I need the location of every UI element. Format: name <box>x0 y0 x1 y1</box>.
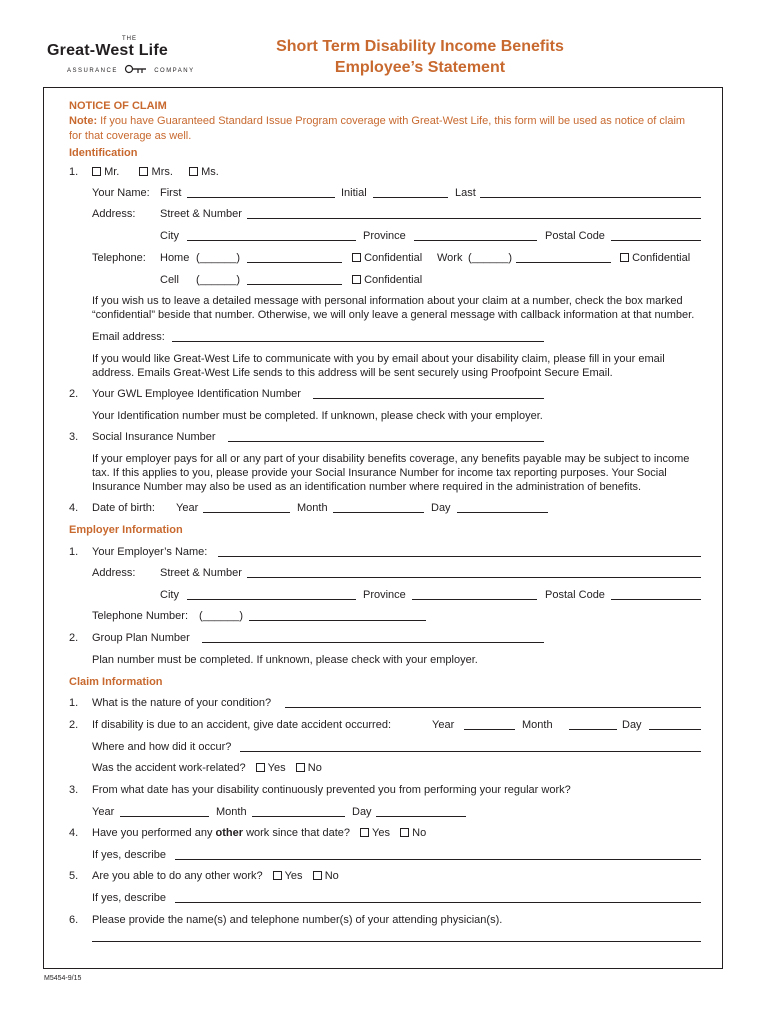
group-plan-field[interactable] <box>202 642 544 643</box>
note-line1: If you have Guaranteed Standard Issue Program coverage with Great-West Life, this form will be used as notice of claim <box>97 115 686 127</box>
accident-day-label: Day <box>622 719 642 731</box>
logo-sub-left: ASSURANCE <box>67 68 118 74</box>
claim-q3-number: 3. <box>69 784 79 796</box>
group-plan-label: Group Plan Number <box>92 632 190 644</box>
dob-day-label: Day <box>431 502 451 514</box>
other-work-label-pre: Have you performed any <box>92 827 216 839</box>
key-icon <box>124 64 148 74</box>
cell-phone-field[interactable] <box>247 284 342 285</box>
gwl-id-label: Your GWL Employee Identification Number <box>92 388 301 400</box>
home-confidential-checkbox[interactable] <box>352 253 361 262</box>
employer-name-label: Your Employer’s Name: <box>92 546 208 558</box>
mr-label: Mr. <box>104 166 120 178</box>
work-related-yes-checkbox[interactable] <box>256 763 265 772</box>
sin-field[interactable] <box>228 441 544 442</box>
work-confidential-label: Confidential <box>632 252 691 264</box>
other-work-row <box>92 827 426 840</box>
accident-year-field[interactable] <box>464 729 515 730</box>
accident-date-label: If disability is due to an accident, give date accident occurred: <box>92 719 392 731</box>
able-work-describe-field[interactable] <box>175 902 701 903</box>
work-confidential-checkbox[interactable] <box>620 253 629 262</box>
initial-label: Initial <box>341 187 367 199</box>
disability-year-label: Year <box>92 806 115 818</box>
accident-month-label: Month <box>522 719 553 731</box>
home-confidential <box>352 252 422 265</box>
sin-note-line2: tax. If this applies to you, please provide your Social Insurance Number for income tax reporting purposes. Your Social <box>92 467 667 479</box>
emp-postal-label: Postal Code <box>545 589 605 601</box>
able-work-yes-checkbox[interactable] <box>273 871 282 880</box>
sin-note-line3: Insurance Number may also be used as an identification number where required in the administration of benefits. <box>92 481 642 493</box>
home-confidential-label: Confidential <box>364 252 423 264</box>
claim-q1-number: 1. <box>69 697 79 709</box>
emp-street-label: Street & Number <box>160 567 242 579</box>
last-name-label: Last <box>455 187 476 199</box>
emp-address-label: Address: <box>92 567 136 579</box>
dob-year-label: Year <box>176 502 199 514</box>
disability-day-label: Day <box>352 806 372 818</box>
work-area-code[interactable]: (______) <box>468 252 513 264</box>
emp-q1-number: 1. <box>69 546 79 558</box>
your-name-label: Your Name: <box>92 187 150 199</box>
able-work-describe-label: If yes, describe <box>92 892 166 904</box>
street-field[interactable] <box>247 218 701 219</box>
postal-code-label: Postal Code <box>545 230 605 242</box>
emp-q2-number: 2. <box>69 632 79 644</box>
email-label: Email address: <box>92 331 165 343</box>
address-label: Address: <box>92 208 136 220</box>
accident-month-field[interactable] <box>569 729 617 730</box>
disability-month-label: Month <box>216 806 247 818</box>
dob-year-field[interactable] <box>203 512 290 513</box>
able-work-row <box>92 870 339 883</box>
able-work-yes-label: Yes <box>284 870 303 882</box>
disability-year-field[interactable] <box>120 816 209 817</box>
cell-confidential-label: Confidential <box>364 274 423 286</box>
work-phone-field[interactable] <box>516 262 611 263</box>
accident-day-field[interactable] <box>649 729 701 730</box>
emp-area-code[interactable]: (______) <box>199 610 244 622</box>
work-related-no-label: No <box>307 762 322 774</box>
first-name-label: First <box>160 187 182 199</box>
email-note-line1: If you would like Great-West Life to communicate with you by email about your disability claim, please fill in your email <box>92 353 665 365</box>
q2-number: 2. <box>69 388 79 400</box>
cell-confidential-checkbox[interactable] <box>352 275 361 284</box>
claim-q4-number: 4. <box>69 827 79 839</box>
message-note-line1: If you wish us to leave a detailed message with personal information about your claim at a number, check the box marked <box>92 295 683 307</box>
gwl-id-note: Your Identification number must be completed. If unknown, please check with your employer. <box>92 410 543 422</box>
telephone-label: Telephone: <box>92 252 146 264</box>
work-related-no-checkbox[interactable] <box>296 763 305 772</box>
postal-code-field[interactable] <box>611 240 701 241</box>
emp-province-label: Province <box>363 589 406 601</box>
other-work-yes-checkbox[interactable] <box>360 828 369 837</box>
street-label: Street & Number <box>160 208 242 220</box>
emp-city-label: City <box>160 589 179 601</box>
able-work-label: Are you able to do any other work? <box>92 870 263 882</box>
condition-label: What is the nature of your condition? <box>92 697 272 709</box>
logo-name: Great-West Life <box>47 42 168 59</box>
where-field[interactable] <box>240 751 701 752</box>
ms-checkbox[interactable] <box>189 167 198 176</box>
q4-number: 4. <box>69 502 79 514</box>
employer-heading: Employer Information <box>69 524 183 536</box>
other-work-yes-label: Yes <box>372 827 390 839</box>
physician-field[interactable] <box>92 941 701 942</box>
work-related-row <box>92 762 322 775</box>
city-field[interactable] <box>187 240 356 241</box>
disability-month-field[interactable] <box>252 816 345 817</box>
logo-the: THE <box>122 36 137 42</box>
last-name-field[interactable] <box>480 197 701 198</box>
identification-heading: Identification <box>69 147 138 159</box>
province-field[interactable] <box>414 240 537 241</box>
able-work-no-checkbox[interactable] <box>313 871 322 880</box>
note-label: Note: <box>69 115 98 127</box>
work-confidential <box>620 252 690 265</box>
logo-subtitle <box>67 64 195 74</box>
disability-day-field[interactable] <box>376 816 466 817</box>
claim-heading: Claim Information <box>69 676 163 688</box>
mrs-label: Mrs. <box>151 166 173 178</box>
emp-phone-field[interactable] <box>249 620 426 621</box>
mrs-checkbox[interactable] <box>139 167 148 176</box>
other-work-describe-field[interactable] <box>175 859 701 860</box>
other-work-no-label: No <box>412 827 427 839</box>
accident-year-label: Year <box>432 719 455 731</box>
cell-area-code[interactable]: (______) <box>196 274 241 286</box>
mr-checkbox[interactable] <box>92 167 101 176</box>
province-label: Province <box>363 230 406 242</box>
work-related-yes-label: Yes <box>267 762 286 774</box>
form-title-line2: Employee’s Statement <box>334 59 506 76</box>
home-area-code[interactable]: (______) <box>196 252 241 264</box>
title-options <box>92 166 219 179</box>
dob-label: Date of birth: <box>92 502 155 514</box>
gwl-id-field[interactable] <box>313 398 544 399</box>
first-name-field[interactable] <box>187 197 335 198</box>
emp-street-field[interactable] <box>247 577 701 578</box>
dob-month-field[interactable] <box>333 512 424 513</box>
able-work-no-label: No <box>324 870 339 882</box>
claim-q2-number: 2. <box>69 719 79 731</box>
form-code: M5454-9/15 <box>44 975 82 982</box>
plan-note: Plan number must be completed. If unknown, please check with your employer. <box>92 654 478 666</box>
city-label: City <box>160 230 179 242</box>
other-work-label-post: work since that date? <box>243 827 351 839</box>
sin-note-line1: If your employer pays for all or any part of your disability benefits coverage, any benefits payable may be subject to income <box>92 453 690 465</box>
claim-q6-number: 6. <box>69 914 79 926</box>
home-label: Home <box>160 252 190 264</box>
email-note-line2: address. Emails Great-West Life sends to this address will be sent securely using Proofpoint Secure Email. <box>92 367 613 379</box>
logo-sub-right: COMPANY <box>154 68 195 74</box>
dob-month-label: Month <box>297 502 328 514</box>
cell-confidential <box>352 274 422 287</box>
work-related-label: Was the accident work-related? <box>92 762 246 774</box>
physician-label: Please provide the name(s) and telephone number(s) of your attending physician(s). <box>92 914 503 926</box>
email-field[interactable] <box>172 341 544 342</box>
sin-label: Social Insurance Number <box>92 431 216 443</box>
notice-heading: NOTICE OF CLAIM <box>69 100 167 112</box>
condition-field[interactable] <box>285 707 701 708</box>
work-label: Work <box>437 252 463 264</box>
q3-number: 3. <box>69 431 79 443</box>
where-label: Where and how did it occur? <box>92 741 232 753</box>
form-title-line1: Short Term Disability Income Benefits <box>276 38 564 55</box>
other-work-describe-label: If yes, describe <box>92 849 166 861</box>
emp-telephone-label: Telephone Number: <box>92 610 189 622</box>
disability-date-label: From what date has your disability continuously prevented you from performing your regular work? <box>92 784 571 796</box>
emp-province-field[interactable] <box>412 599 537 600</box>
other-work-label-bold: other <box>215 827 244 839</box>
note-line2: for that coverage as well. <box>69 130 192 142</box>
ms-label: Ms. <box>201 166 219 178</box>
employer-name-field[interactable] <box>218 556 701 557</box>
message-note-line2: “confidential” beside that number. Otherwise, we will only leave a general message with callback information at that number. <box>92 309 695 321</box>
q1-number: 1. <box>69 166 79 178</box>
dob-day-field[interactable] <box>457 512 548 513</box>
initial-field[interactable] <box>373 197 448 198</box>
emp-postal-field[interactable] <box>611 599 701 600</box>
home-phone-field[interactable] <box>247 262 342 263</box>
claim-q5-number: 5. <box>69 870 79 882</box>
other-work-no-checkbox[interactable] <box>400 828 409 837</box>
emp-city-field[interactable] <box>187 599 356 600</box>
notice-note <box>69 115 685 128</box>
cell-label: Cell <box>160 274 179 286</box>
